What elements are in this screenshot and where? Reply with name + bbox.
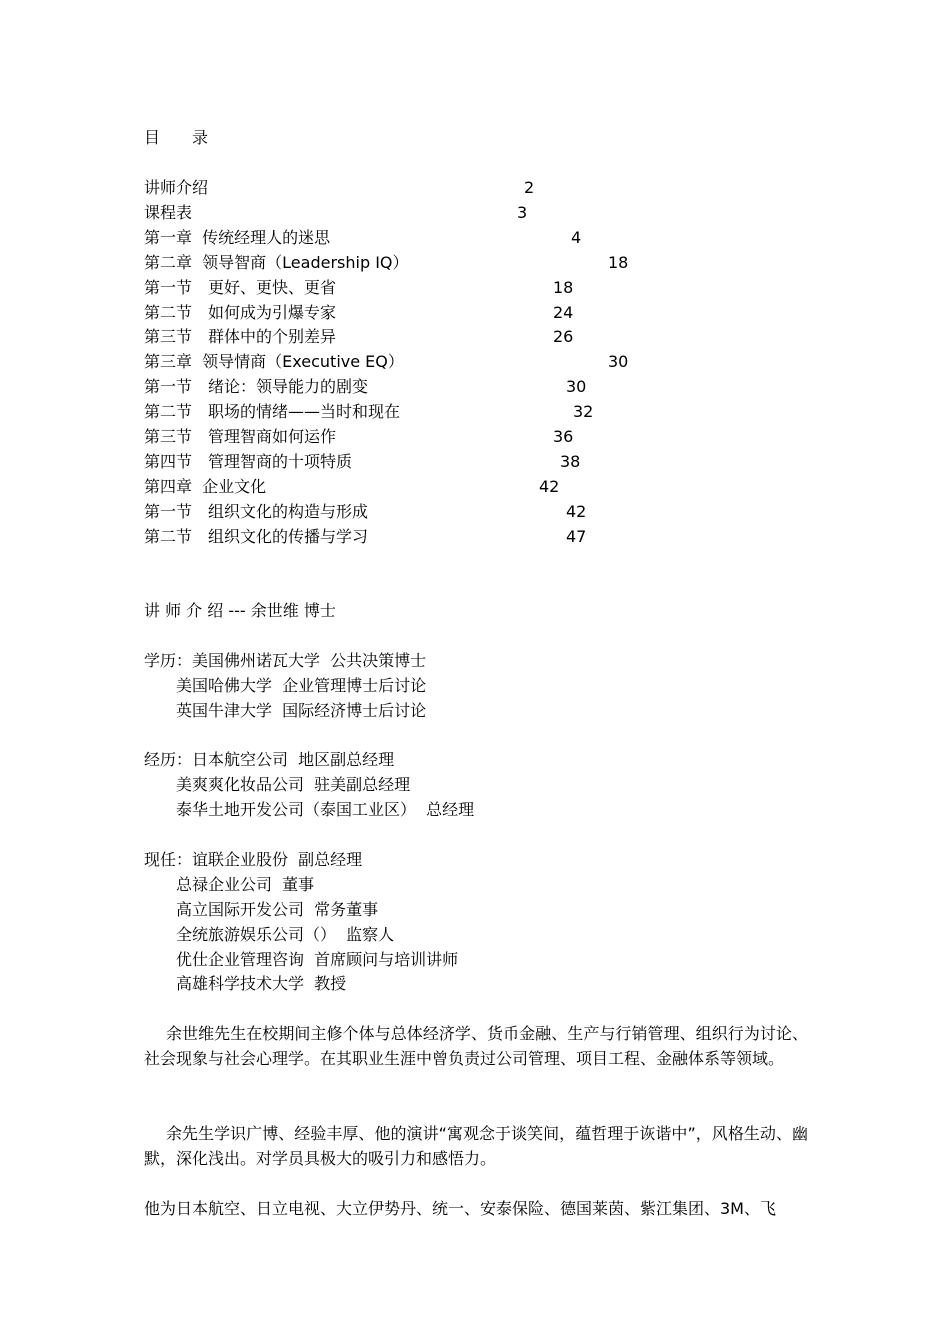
bio-paragraph: 余先生学识广博、经验丰厚、他的演讲“寓观念于谈笑间，蕴哲理于诙谐中”，风格生动、幽默，深化浅出。对学员具极大的吸引力和感悟力。 <box>144 1124 808 1168</box>
education-line: 英国牛津大学 国际经济博士后讨论 <box>144 701 427 720</box>
toc-entry-label: 第一节 绪论：领导能力的剧变 <box>144 377 369 397</box>
toc-entry[interactable] <box>0 502 950 527</box>
toc-entry[interactable] <box>0 477 950 502</box>
toc-entry[interactable] <box>0 452 950 477</box>
toc-entry-label: 课程表 <box>144 202 193 222</box>
toc-entry[interactable] <box>0 253 950 278</box>
toc-entry-label: 第三章 领导情商（Executive EQ） <box>144 352 404 372</box>
toc-entry[interactable] <box>0 203 950 228</box>
toc-entry[interactable] <box>0 303 950 328</box>
toc-entry-label: 第一章 传统经理人的迷思 <box>144 227 331 247</box>
toc-entry[interactable] <box>0 352 950 377</box>
toc-entry-page-number: 30 <box>566 377 587 397</box>
toc-entry-label: 第二节 如何成为引爆专家 <box>144 302 337 322</box>
toc-entry[interactable] <box>0 427 950 452</box>
toc-entry-label: 第一节 组织文化的构造与形成 <box>144 501 369 521</box>
toc-entry[interactable] <box>0 278 950 303</box>
toc-entry[interactable] <box>0 178 950 203</box>
current-position-line: 总禄企业公司 董事 <box>144 875 315 894</box>
toc-entry[interactable] <box>0 377 950 402</box>
instructor-heading: 讲 师 介 绍 --- 余世维 博士 <box>144 601 336 620</box>
toc-entry-label: 第三节 管理智商如何运作 <box>144 427 337 446</box>
toc-entry-page-number: 47 <box>566 526 587 546</box>
education-line: 美国哈佛大学 企业管理博士后讨论 <box>144 676 427 695</box>
toc-entry-page-number: 30 <box>608 352 629 372</box>
education-line: 学历：美国佛州诺瓦大学 公共决策博士 <box>144 651 427 670</box>
toc-entry[interactable] <box>0 228 950 253</box>
current-position-line: 优仕企业管理咨询 首席顾问与培训讲师 <box>144 950 459 969</box>
toc-entry-label: 第二节 职场的情绪——当时和现在 <box>144 402 401 422</box>
toc-entry-page-number: 3 <box>517 202 528 222</box>
bio-paragraph: 他为日本航空、日立电视、大立伊势丹、统一、安泰保险、德国莱茵、紫江集团、3M、飞 <box>144 1199 776 1218</box>
toc-entry-page-number: 2 <box>524 178 535 197</box>
toc-entry-page-number: 42 <box>539 476 560 496</box>
toc-entry-page-number: 42 <box>566 501 587 521</box>
current-position-line: 高雄科学技术大学 教授 <box>144 974 347 993</box>
toc-entry-label: 第二节 组织文化的传播与学习 <box>144 526 369 546</box>
toc-entry-page-number: 18 <box>553 277 574 297</box>
toc-title: 目 录 <box>144 128 209 147</box>
toc-entry-page-number: 24 <box>553 302 574 322</box>
toc-entry-page-number: 4 <box>571 227 582 247</box>
toc-entry-page-number: 32 <box>573 402 594 422</box>
toc-entry-label: 第一节 更好、更快、更省 <box>144 277 337 297</box>
toc-entry-label: 第三节 群体中的个别差异 <box>144 327 337 347</box>
experience-line: 美爽爽化妆品公司 驻美副总经理 <box>144 775 411 794</box>
toc-entry-label: 第四节 管理智商的十项特质 <box>144 451 353 471</box>
experience-line: 泰华土地开发公司（泰国工业区） 总经理 <box>144 800 475 819</box>
toc-entry-page-number: 38 <box>560 451 581 471</box>
toc-entry-label: 第四章 企业文化 <box>144 476 267 496</box>
experience-line: 经历：日本航空公司 地区副总经理 <box>144 750 395 769</box>
current-position-line: 高立国际开发公司 常务董事 <box>144 900 379 919</box>
bio-paragraph: 余世维先生在校期间主修个体与总体经济学、货币金融、生产与行销管理、组织行为讨论、社会现象与社会心理学。在其职业生涯中曾负责过公司管理、项目工程、金融体系等领域。 <box>144 1024 808 1068</box>
toc-entry[interactable] <box>0 327 950 352</box>
current-position-line: 现任：谊联企业股份 副总经理 <box>144 850 363 869</box>
toc-entry-page-number: 26 <box>553 327 574 347</box>
toc-entry-label: 讲师介绍 <box>144 178 209 197</box>
toc-entry[interactable] <box>0 527 950 552</box>
toc-entry[interactable] <box>0 402 950 427</box>
toc-entry-label: 第二章 领导智商（Leadership IQ） <box>144 252 409 272</box>
toc-entry-page-number: 36 <box>553 427 574 446</box>
current-position-line: 全统旅游娱乐公司（） 监察人 <box>144 925 395 944</box>
toc-entry-page-number: 18 <box>608 252 629 272</box>
